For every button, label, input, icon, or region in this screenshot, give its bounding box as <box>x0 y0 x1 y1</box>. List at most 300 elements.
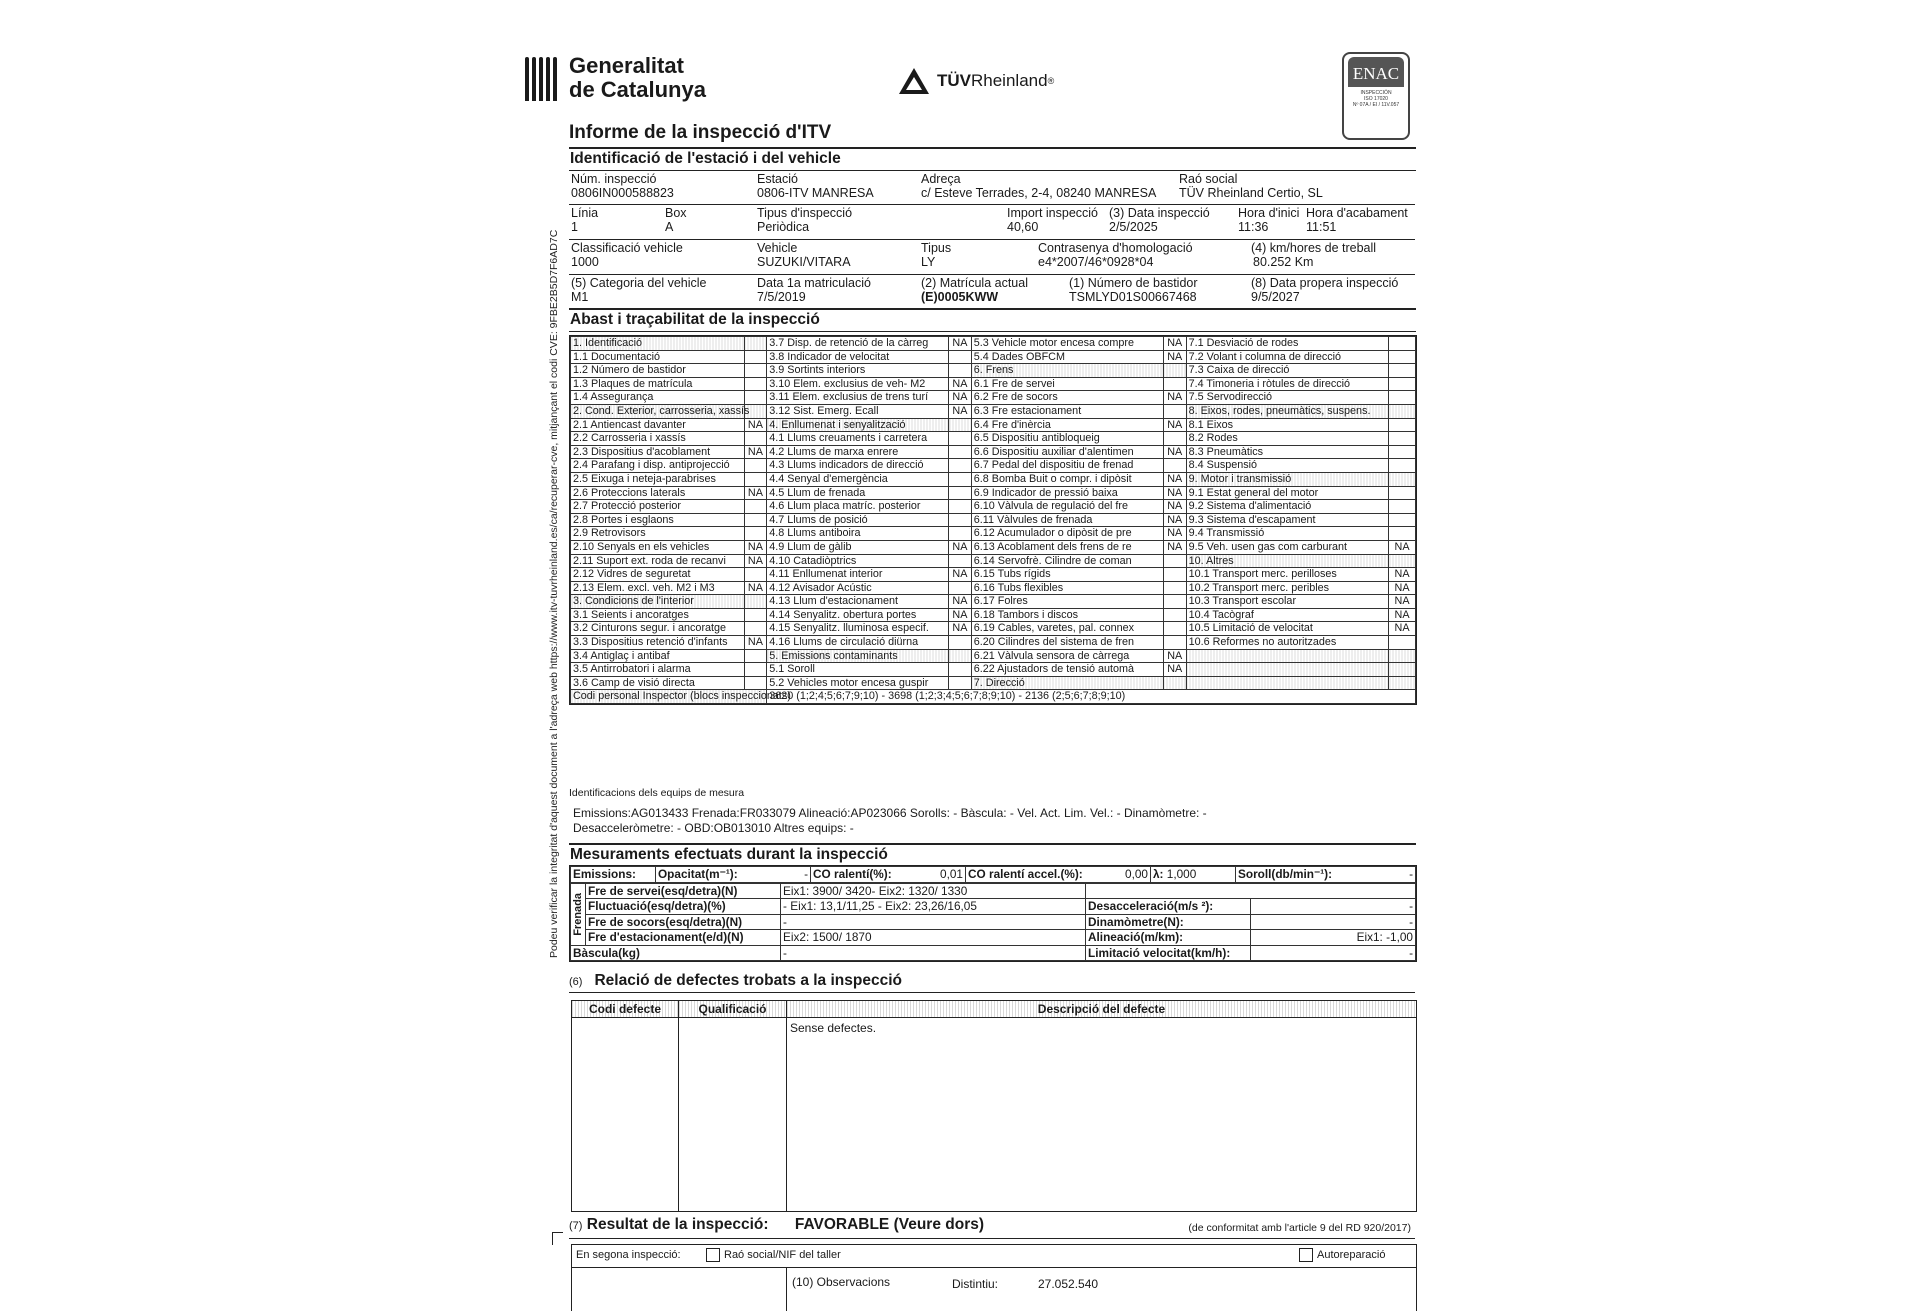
scope-item: 4.2 Llums de marxa enrere <box>767 445 949 459</box>
scope-status <box>949 432 972 446</box>
scope-status <box>1389 337 1416 351</box>
scope-status <box>1389 418 1416 432</box>
scope-item: 2.10 Senyals en els vehicles <box>571 540 745 554</box>
scope-item: 4.7 Llums de posició <box>767 513 949 527</box>
scope-status <box>1389 500 1416 514</box>
scope-item: 10.1 Transport merc. perilloses <box>1186 568 1388 582</box>
scope-row <box>571 513 1416 527</box>
scope-status <box>1389 554 1416 568</box>
scope-item: 9. Motor i transmissió <box>1186 472 1388 486</box>
scope-status <box>949 636 972 650</box>
co-acc-label: CO ralentí accel.(%): <box>968 867 1083 882</box>
homol-value: e4*2007/46*0928*04 <box>1038 255 1154 269</box>
speed-label: Limitació velocitat(km/h): <box>1086 945 1251 961</box>
scope-status <box>1163 622 1186 636</box>
scope-item: 4.12 Avisador Acústic <box>767 581 949 595</box>
scope-item: 3.3 Dispositius retenció d'infants <box>571 636 745 650</box>
scope-status <box>744 364 767 378</box>
col-code: Codi defecte <box>572 1001 678 1018</box>
scope-item: 6.19 Cables, varetes, pal. connex <box>971 622 1163 636</box>
scope-item: 6.3 Fre estacionament <box>971 404 1163 418</box>
scope-status <box>1389 404 1416 418</box>
start-label: Hora d'inici <box>1238 206 1300 220</box>
defects-heading <box>569 972 1415 993</box>
id-heading: Identificació de l'estació i del vehicle <box>569 147 1416 171</box>
scope-status: NA <box>744 418 767 432</box>
scope-row <box>571 663 1416 677</box>
enac-sub3: Nº 07A / EI / 11V.057 <box>1352 102 1400 108</box>
first-reg-label: Data 1a matriculació <box>757 276 871 290</box>
end-label: Hora d'acabament <box>1306 206 1408 220</box>
measurements-heading: Mesuraments efectuats durant la inspecció <box>569 843 1416 867</box>
scope-status <box>949 500 972 514</box>
company-label: Raó social <box>1179 172 1238 186</box>
scope-status: NA <box>1163 540 1186 554</box>
scope-item: 1.1 Documentació <box>571 350 745 364</box>
defects-table <box>571 1000 1417 1212</box>
scope-item: 2.7 Protecció posterior <box>571 500 745 514</box>
tuv-rest: Rheinland <box>971 71 1048 90</box>
scope-item: 1.2 Número de bastidor <box>571 364 745 378</box>
scope-item: 1.3 Plaques de matrícula <box>571 377 745 391</box>
self-repair-checkbox[interactable] <box>1299 1248 1313 1262</box>
scope-item: 1. Identificació <box>571 337 745 351</box>
scope-row <box>571 568 1416 582</box>
scope-item: 10.5 Limitació de velocitat <box>1186 622 1388 636</box>
scope-item: 2.9 Retrovisors <box>571 527 745 541</box>
scope-item: 7.3 Caixa de direcció <box>1186 364 1388 378</box>
scope-status <box>1389 636 1416 650</box>
scope-item: 3.6 Camp de visió directa <box>571 676 745 690</box>
scope-row <box>571 554 1416 568</box>
scope-row <box>571 581 1416 595</box>
scope-item: 3.1 Seients i ancoratges <box>571 608 745 622</box>
defects-title: Relació de defectes trobats a la inspecció <box>594 972 902 989</box>
address-value: c/ Esteve Terrades, 2-4, 08240 MANRESA <box>921 186 1157 200</box>
scope-item: 8.1 Eixos <box>1186 418 1388 432</box>
scope-status <box>1163 608 1186 622</box>
scope-status <box>744 527 767 541</box>
scope-row <box>571 486 1416 500</box>
scope-item: 10. Altres <box>1186 554 1388 568</box>
scope-item: 10.4 Tacògraf <box>1186 608 1388 622</box>
box-value: A <box>665 220 674 234</box>
box-label: Box <box>665 206 687 220</box>
homol-label: Contrasenya d'homologació <box>1038 241 1193 255</box>
scope-item: 4.11 Enllumenat interior <box>767 568 949 582</box>
scope-status: NA <box>744 581 767 595</box>
scope-item: 4. Enllumenat i senyalització <box>767 418 949 432</box>
scope-item: 3. Condicions de l'interior <box>571 595 745 609</box>
scope-status: NA <box>744 540 767 554</box>
service-label: Fre de servei(esq/detra)(N) <box>586 883 781 899</box>
scope-status: NA <box>1163 500 1186 514</box>
scope-item: 4.5 Llum de frenada <box>767 486 949 500</box>
scope-item: 5.1 Soroll <box>767 663 949 677</box>
scope-status: NA <box>744 554 767 568</box>
scope-item: 5.4 Dades OBFCM <box>971 350 1163 364</box>
align-value: Eix1: -1,00 <box>1251 930 1416 946</box>
scope-item: 9.5 Veh. usen gas com carburant <box>1186 540 1388 554</box>
scope-item: 3.11 Elem. exclusius de trens turí <box>767 391 949 405</box>
scope-status <box>1389 377 1416 391</box>
scope-item: 9.3 Sistema d'escapament <box>1186 513 1388 527</box>
scope-item: 8.3 Pneumàtics <box>1186 445 1388 459</box>
scope-item: 6.16 Tubs flexibles <box>971 581 1163 595</box>
lambda-label: λ: <box>1153 867 1164 882</box>
tuv-reg: ® <box>1047 76 1055 86</box>
scope-status: NA <box>1163 350 1186 364</box>
scope-status <box>744 459 767 473</box>
parking-label: Fre d'estacionament(e/d)(N) <box>586 930 781 946</box>
scope-status <box>744 676 767 690</box>
scope-status: NA <box>949 568 972 582</box>
relief-label: Fre de socors(esq/detra)(N) <box>586 914 781 930</box>
scope-item: 10.2 Transport merc. peribles <box>1186 581 1388 595</box>
scope-item: 6.13 Acoblament dels frens de re <box>971 540 1163 554</box>
scope-status: NA <box>1389 581 1416 595</box>
inspector-value: 3620 (1;2;4;5;6;7;9;10) - 3698 (1;2;3;4;5;6;7;8;9;10) - 2136 (2;5;6;7;8;9;10) <box>767 690 1416 704</box>
scope-item: 6.17 Folres <box>971 595 1163 609</box>
scope-status <box>744 622 767 636</box>
scope-status: NA <box>949 540 972 554</box>
scope-status <box>744 432 767 446</box>
station-label: Estació <box>757 172 798 186</box>
scope-row <box>571 500 1416 514</box>
workshop-label: Raó social/NIF del taller <box>724 1248 841 1261</box>
verification-note: Podeu verificar la integritat d'aquest document a l'adreça web https://www.itv-tuvrheinland.es/ca/recuperar-cve, mitjançant el codi CVE: 9FBE2B5D7F6AD7C <box>548 229 560 958</box>
num-label: Núm. inspecció <box>571 172 657 186</box>
tuv-logo <box>899 68 1054 94</box>
fluct-label: Fluctuació(esq/detra)(%) <box>586 899 781 915</box>
scope-status <box>1389 472 1416 486</box>
scope-item: 6.8 Bomba Buit o compr. i dipòsit <box>971 472 1163 486</box>
self-repair-label: Autoreparació <box>1317 1248 1386 1261</box>
next-value: 9/5/2027 <box>1251 290 1300 304</box>
scope-item: 6. Frens <box>971 364 1163 378</box>
scope-status: NA <box>744 486 767 500</box>
scope-status <box>1389 486 1416 500</box>
scope-item: 6.21 Vàlvula sensora de càrrega <box>971 649 1163 663</box>
scope-item: 7. Direcció <box>971 676 1163 690</box>
co-label: CO ralentí(%): <box>813 867 892 882</box>
scope-row <box>571 676 1416 690</box>
divider <box>569 204 1415 205</box>
scope-status: NA <box>1163 527 1186 541</box>
scope-status <box>744 391 767 405</box>
generalitat-stripes-icon <box>525 55 561 101</box>
scope-table <box>569 335 1417 705</box>
scope-item: 6.4 Fre d'inèrcia <box>971 418 1163 432</box>
scope-status <box>949 554 972 568</box>
scope-status <box>744 595 767 609</box>
scope-item <box>1186 676 1388 690</box>
scope-row <box>571 418 1416 432</box>
scope-status <box>1163 581 1186 595</box>
scope-status: NA <box>949 595 972 609</box>
scope-status: NA <box>744 636 767 650</box>
scope-status <box>744 513 767 527</box>
scope-item: 8.2 Rodes <box>1186 432 1388 446</box>
scope-item: 2.4 Parafang i disp. antiprojecció <box>571 459 745 473</box>
scope-item: 2.12 Vidres de seguretat <box>571 568 745 582</box>
scope-status <box>1163 568 1186 582</box>
scope-status <box>949 418 972 432</box>
scope-item: 3.10 Elem. exclusius de veh- M2 <box>767 377 949 391</box>
first-reg-value: 7/5/2019 <box>757 290 806 304</box>
co-value: 0,01 <box>940 867 963 882</box>
km-label: (4) km/hores de treball <box>1251 241 1377 255</box>
equipment-line1: Emissions:AG013433 Frenada:FR033079 Alineació:AP023066 Sorolls: - Bàscula: - Vel. Act. Lim. Vel.: - Dinamòmetre: - <box>573 806 1207 820</box>
scope-status <box>949 513 972 527</box>
equipment-label: Identificacions dels equips de mesura <box>569 787 745 799</box>
scope-status <box>744 337 767 351</box>
second-inspection <box>571 1244 1417 1311</box>
scope-status <box>744 500 767 514</box>
measurements-table <box>569 865 1417 962</box>
scope-status <box>1389 391 1416 405</box>
dyno-value: - <box>1251 914 1416 930</box>
scope-status <box>744 377 767 391</box>
frenada-label: Frenada <box>572 892 584 936</box>
speed-value: - <box>1251 945 1416 961</box>
fluct-value: - Eix1: 13,1/11,25 - Eix2: 23,26/16,05 <box>781 899 1086 915</box>
num-value: 0806IN000588823 <box>571 186 674 200</box>
scope-status <box>949 649 972 663</box>
plate-value: (E)0005KWW <box>921 290 999 304</box>
scope-status: NA <box>1163 445 1186 459</box>
scope-item: 4.3 Llums indicadors de direcció <box>767 459 949 473</box>
scope-status <box>949 364 972 378</box>
scope-status <box>1389 364 1416 378</box>
scope-item: 4.15 Senyalitz. lluminosa especif. <box>767 622 949 636</box>
second-label: En segona inspecció: <box>576 1249 681 1261</box>
col-desc: Descripció del defecte <box>787 1001 1416 1018</box>
scope-status: NA <box>1389 622 1416 636</box>
result-label: Resultat de la inspecció: <box>586 1216 769 1233</box>
itv-report <box>561 50 1415 1291</box>
scope-status: NA <box>949 622 972 636</box>
noise-label: Soroll(db/min⁻¹): <box>1238 867 1333 882</box>
vin-value: TSMLYD01S00667468 <box>1069 290 1197 304</box>
scope-item: 2.1 Antiencast davanter <box>571 418 745 432</box>
scope-status: NA <box>1389 608 1416 622</box>
scope-row <box>571 608 1416 622</box>
scope-item: 7.4 Timoneria i ròtules de direcció <box>1186 377 1388 391</box>
scope-status: NA <box>1163 486 1186 500</box>
scope-item: 4.4 Senyal d'emergència <box>767 472 949 486</box>
scope-item: 6.1 Fre de servei <box>971 377 1163 391</box>
gen-line2: de Catalunya <box>569 77 706 102</box>
scope-item: 6.15 Tubs rígids <box>971 568 1163 582</box>
scope-status <box>949 663 972 677</box>
type-value: Periòdica <box>757 220 810 234</box>
scope-item: 6.18 Tambors i discos <box>971 608 1163 622</box>
enac-label: ENAC <box>1352 64 1400 83</box>
service-value: Eix1: 3900/ 3420- Eix2: 1320/ 1330 <box>781 883 1086 899</box>
scope-status: NA <box>1389 568 1416 582</box>
result-num: (7) <box>569 1220 583 1232</box>
scope-status <box>1163 364 1186 378</box>
scope-item: 1.4 Assegurança <box>571 391 745 405</box>
noise-value: - <box>1409 867 1413 882</box>
page-title: Informe de la inspecció d'ITV <box>569 122 832 143</box>
scope-row <box>571 445 1416 459</box>
scope-row <box>571 622 1416 636</box>
scope-status: NA <box>949 337 972 351</box>
scope-item: 4.6 Llum placa matríc. posterior <box>767 500 949 514</box>
scope-status <box>949 527 972 541</box>
scope-row <box>571 636 1416 650</box>
scope-row <box>571 391 1416 405</box>
scope-item: 6.2 Fre de socors <box>971 391 1163 405</box>
scope-item: 2.11 Suport ext. roda de recanvi <box>571 554 745 568</box>
amount-value: 40,60 <box>1007 220 1039 234</box>
divider <box>569 274 1415 275</box>
scope-status <box>949 581 972 595</box>
scope-status <box>1163 595 1186 609</box>
scope-status <box>1389 459 1416 473</box>
cat-value: M1 <box>571 290 589 304</box>
scope-row <box>571 527 1416 541</box>
date-label: (3) Data inspecció <box>1109 206 1210 220</box>
scope-status: NA <box>949 391 972 405</box>
scope-item: 6.11 Vàlvules de frenada <box>971 513 1163 527</box>
scope-status <box>744 350 767 364</box>
scope-status: NA <box>949 404 972 418</box>
scope-row <box>571 595 1416 609</box>
scope-status <box>744 568 767 582</box>
class-value: 1000 <box>571 255 599 269</box>
plate-label: (2) Matrícula actual <box>921 276 1028 290</box>
station-value: 0806-ITV MANRESA <box>757 186 874 200</box>
scope-item: 4.13 Llum d'estacionament <box>767 595 949 609</box>
scope-status <box>1163 404 1186 418</box>
scope-row <box>571 459 1416 473</box>
scope-item: 2.6 Proteccions laterals <box>571 486 745 500</box>
result-note: (de conformitat amb l'article 9 del RD 920/2017) <box>1188 1222 1411 1234</box>
scope-item: 4.10 Catadiòptrics <box>767 554 949 568</box>
scope-item: 10.3 Transport escolar <box>1186 595 1388 609</box>
scope-row <box>571 649 1416 663</box>
enac-seal <box>1342 52 1410 140</box>
scope-item: 3.2 Cinturons segur. i ancoratge <box>571 622 745 636</box>
result-value: FAVORABLE (Veure dors) <box>794 1216 985 1233</box>
scope-item: 3.12 Sist. Emerg. Ecall <box>767 404 949 418</box>
scope-item: 6.22 Ajustadors de tensió automà <box>971 663 1163 677</box>
scope-item: 3.7 Disp. de retenció de la càrreg <box>767 337 949 351</box>
equipment-list <box>573 806 1207 836</box>
scope-item: 6.14 Servofrè. Cilindre de coman <box>971 554 1163 568</box>
company-value: TÜV Rheinland Certio, SL <box>1179 186 1323 200</box>
scope-row <box>571 432 1416 446</box>
scope-status <box>949 350 972 364</box>
scope-item: 6.7 Pedal del dispositiu de frenad <box>971 459 1163 473</box>
scope-status <box>1163 377 1186 391</box>
end-value: 11:51 <box>1306 220 1337 234</box>
scope-item: 6.5 Dispositiu antibloqueig <box>971 432 1163 446</box>
distintiu-value: 27.052.540 <box>1038 1277 1099 1291</box>
scale-label: Bàscula(kg) <box>571 945 781 961</box>
defect-description: Sense defectes. <box>790 1021 877 1035</box>
scope-heading: Abast i traçabilitat de la inspecció <box>569 308 1416 332</box>
scope-status: NA <box>1389 595 1416 609</box>
scope-status <box>744 472 767 486</box>
scope-status <box>949 676 972 690</box>
inspector-row <box>571 690 1416 704</box>
lambda-value: 1,000 <box>1166 867 1197 882</box>
distintiu-label: Distintiu: <box>952 1277 999 1291</box>
scope-item: 2.8 Portes i esglaons <box>571 513 745 527</box>
generalitat-logo <box>525 54 706 102</box>
scope-status <box>744 663 767 677</box>
scope-item: 7.5 Servodirecció <box>1186 391 1388 405</box>
tuv-triangle-icon <box>899 68 929 94</box>
scope-status <box>1389 432 1416 446</box>
defects-num: (6) <box>569 976 583 988</box>
enac-sub1: INSPECCIÓN <box>1360 90 1392 96</box>
class-label: Classificació vehicle <box>571 241 683 255</box>
scope-status: NA <box>949 377 972 391</box>
scope-item: 4.1 Llums creuaments i carretera <box>767 432 949 446</box>
emissions-label: Emissions: <box>571 867 656 883</box>
km-value: 80.252 Km <box>1253 255 1314 269</box>
scope-row <box>571 377 1416 391</box>
scope-status: NA <box>744 445 767 459</box>
vin-label: (1) Número de bastidor <box>1069 276 1198 290</box>
decel-value: - <box>1251 899 1416 915</box>
type-label: Tipus d'inspecció <box>757 206 853 220</box>
scope-status: NA <box>1163 513 1186 527</box>
opacity-value: - <box>804 867 808 882</box>
scope-status <box>1389 649 1416 663</box>
amount-label: Import inspecció <box>1007 206 1099 220</box>
workshop-checkbox[interactable] <box>706 1248 720 1262</box>
gen-line1: Generalitat <box>569 53 684 78</box>
scope-item: 10.6 Reformes no autoritzades <box>1186 636 1388 650</box>
scope-status <box>1389 350 1416 364</box>
scope-status: NA <box>1163 391 1186 405</box>
scope-item: 7.1 Desviació de rodes <box>1186 337 1388 351</box>
scope-item: 6.9 Indicador de pressió baixa <box>971 486 1163 500</box>
scope-item: 5. Emissions contaminants <box>767 649 949 663</box>
scope-status <box>949 472 972 486</box>
scope-item: 4.8 Llums antiboira <box>767 527 949 541</box>
vtype-label: Tipus <box>921 241 952 255</box>
scope-status <box>744 649 767 663</box>
scope-item: 9.4 Transmissió <box>1186 527 1388 541</box>
scope-item: 2.5 Eixuga i neteja-parabrises <box>571 472 745 486</box>
scope-status: NA <box>949 608 972 622</box>
scope-status: NA <box>1163 472 1186 486</box>
scope-item: 9.2 Sistema d'alimentació <box>1186 500 1388 514</box>
scope-item: 9.1 Estat general del motor <box>1186 486 1388 500</box>
inspector-label: Codi personal Inspector (blocs inspeccionats) <box>571 690 767 704</box>
scope-item: 7.2 Volant i columna de direcció <box>1186 350 1388 364</box>
parking-value: Eix2: 1500/ 1870 <box>781 930 1086 946</box>
line-value: 1 <box>571 220 578 234</box>
enac-sub2: ISO 17020 <box>1364 96 1388 102</box>
scope-status <box>744 608 767 622</box>
scope-row <box>571 540 1416 554</box>
scope-status: NA <box>1389 540 1416 554</box>
cat-label: (5) Categoria del vehicle <box>571 276 707 290</box>
scope-item: 2.2 Carrosseria i xassís <box>571 432 745 446</box>
scope-item: 2.3 Dispositius d'acoblament <box>571 445 745 459</box>
date-value: 2/5/2025 <box>1109 220 1158 234</box>
scope-status: NA <box>1163 337 1186 351</box>
scope-item: 4.14 Senyalitz. obertura portes <box>767 608 949 622</box>
